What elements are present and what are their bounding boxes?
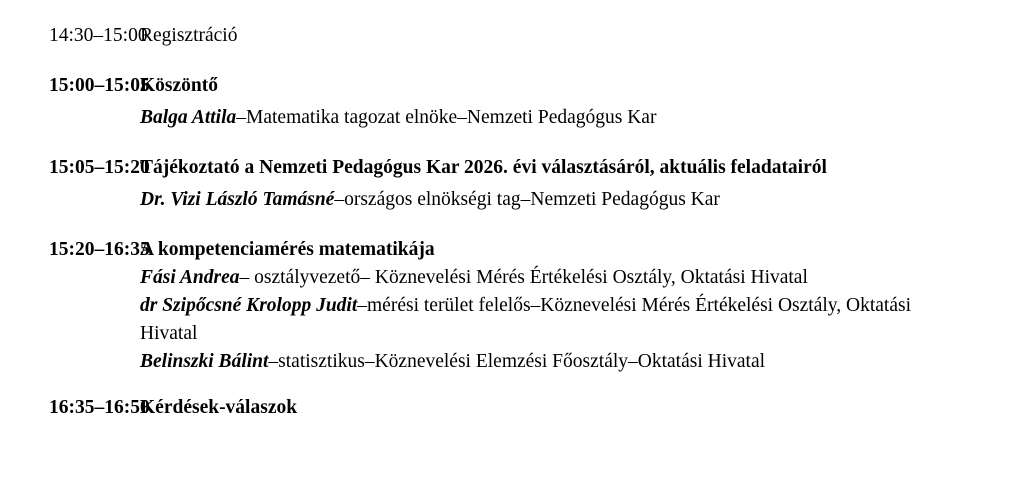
schedule-entry <box>0 394 1029 422</box>
entry-title: Köszöntő <box>140 75 218 96</box>
presenter-role: –mérési terület felelős–Köznevelési Mérés Értékelési Osztály, Oktatási Hivatal <box>140 295 912 344</box>
entry-title: Kérdések-válaszok <box>140 397 298 418</box>
presenter-name: dr Szipőcsné Krolopp Judit <box>140 295 358 316</box>
presenter-role: –országos elnökségi tag–Nemzeti Pedagógus Kar <box>334 189 720 210</box>
entry-presenter <box>140 104 940 132</box>
entry-title: A kompetenciamérés matematikája <box>140 239 435 260</box>
entry-body <box>140 154 1029 214</box>
entry-time: 16:35–16:50 <box>49 397 150 418</box>
presenter-name: Balga Attila <box>140 107 237 128</box>
schedule-entry <box>0 72 1029 132</box>
presenter-role: –statisztikus–Köznevelési Elemzési Főosztály–Oktatási Hivatal <box>268 351 766 372</box>
presenter-role: –Matematika tagozat elnöke–Nemzeti Pedagógus Kar <box>236 107 657 128</box>
entry-time: 14:30–15:00 <box>49 25 148 46</box>
schedule-entry <box>0 22 1029 50</box>
entry-presenter <box>140 186 940 214</box>
presenter-name: Dr. Vizi László Tamásné <box>140 189 335 210</box>
presenter-name: Belinszki Bálint <box>140 351 269 372</box>
entry-time: 15:00–15:05 <box>49 75 150 96</box>
schedule-entry <box>0 236 1029 376</box>
entry-body <box>140 22 1029 50</box>
entry-time: 15:20–16:35 <box>49 239 150 260</box>
entry-presenter <box>140 264 940 292</box>
entry-presenter <box>140 292 940 348</box>
entry-title: Tájékoztató a Nemzeti Pedagógus Kar 2026. évi választásáról, aktuális feladatairól <box>140 157 827 178</box>
entry-body <box>140 236 1029 376</box>
presenter-name: Fási Andrea <box>140 267 240 288</box>
entry-title: Regisztráció <box>140 25 238 46</box>
entry-presenter <box>140 348 940 376</box>
entry-time: 15:05–15:20 <box>49 157 150 178</box>
entry-body <box>140 394 1029 422</box>
entry-body <box>140 72 1029 132</box>
schedule-entry <box>0 154 1029 214</box>
presenter-role: – osztályvezető– Köznevelési Mérés Értékelési Osztály, Oktatási Hivatal <box>239 267 808 288</box>
